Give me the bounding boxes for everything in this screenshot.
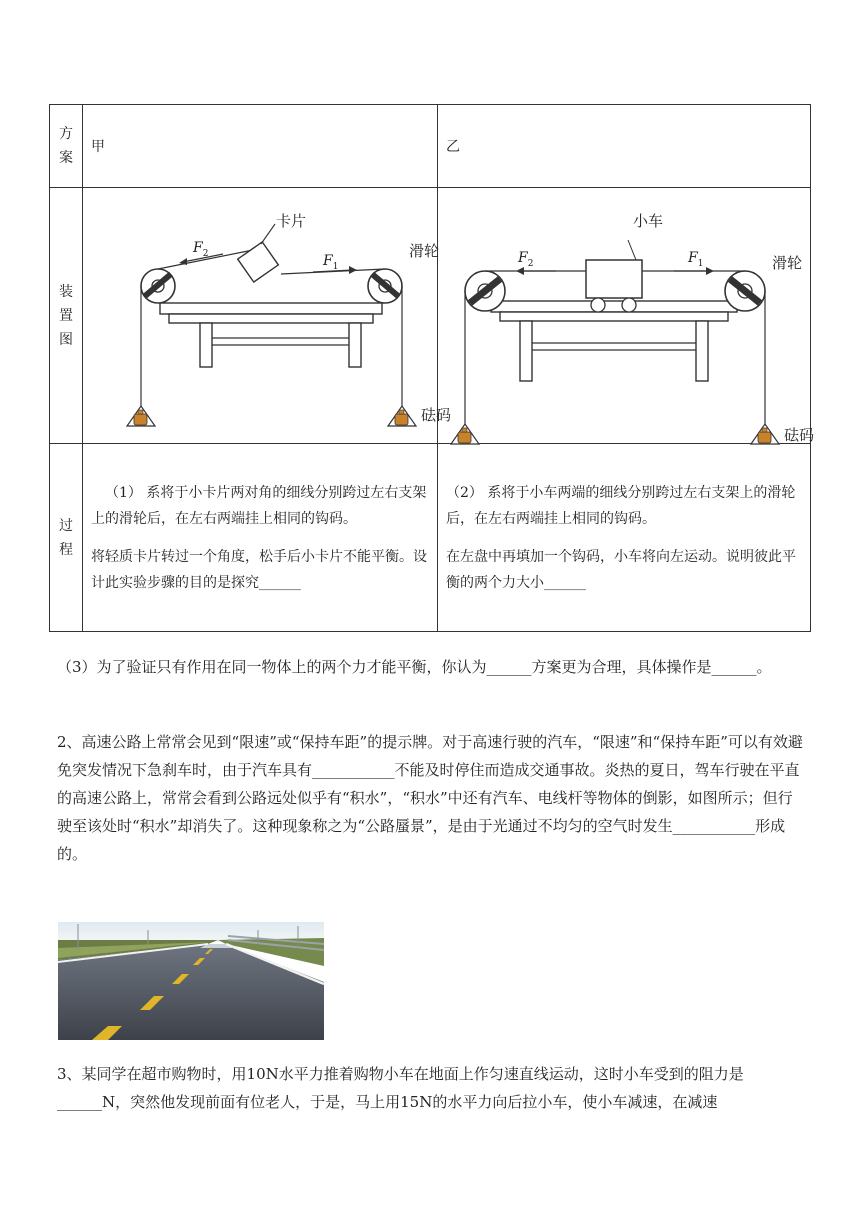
- fig-a-card-label: 卡片: [276, 212, 307, 230]
- question-3: 3、某同学在超市购物时，用10N水平力推着购物小车在地面上作匀速直线运动，这时小车受到的阻力是______N，突然他发现前面有位老人，于是，马上用15N的水平力向后拉小车，使小车减速，在减速: [57, 1065, 744, 1111]
- process-b-step2: 在左盘中再填加一个钩码，小车将向左运动。说明彼此平衡的两个力大小______: [446, 548, 796, 591]
- figure-a-diagram: [83, 188, 452, 443]
- row-label-process-text: 过程: [59, 517, 73, 558]
- fig-b-pulley-label: 滑轮: [772, 254, 803, 272]
- fig-a-f1-sub: 1: [332, 262, 339, 272]
- question-1-part-3: （3）为了验证只有作用在同一物体上的两个力才能平衡，你认为______方案更为合理，具体操作是______。: [57, 658, 772, 676]
- row-label-scheme: [50, 105, 83, 188]
- figure-a-cell: [83, 188, 452, 444]
- row-label-device-text: 装置图: [59, 283, 73, 348]
- svg-text:F2: [192, 240, 208, 259]
- highway-mirage-photo: [58, 922, 324, 1040]
- svg-text:F1: [322, 253, 338, 272]
- svg-text:F1: [687, 250, 703, 269]
- row-label-scheme-text: 方案: [59, 126, 73, 166]
- scheme-a-cell: [83, 105, 438, 188]
- figure-b-cell: [438, 188, 815, 444]
- question-2: 2、高速公路上常常会见到“限速”或“保持车距”的提示牌。对于高速行驶的汽车，“限速”和“保持车距”可以有效避免突发情况下急刹车时，由于汽车具有___________不能及时停住而造成交通事故。炎热的夏日，驾车行驶在平直的高速公路上，常常会看到公路远处似乎有“积水”，“积水”中还有汽车、电线杆等物体的倒影，如图所示；但行驶至该处时“积水”却消失了。这种现象称之为“公路蜃景”，是由于光通过不均匀的空气时发生___________形成的。: [57, 733, 803, 863]
- row-label-device: [50, 188, 83, 444]
- scheme-a-label: 甲: [91, 139, 105, 155]
- fig-a-pulley-label: 滑轮: [409, 242, 440, 260]
- figure-b-diagram: [438, 188, 815, 444]
- fig-a-f2-sub: 2: [202, 249, 209, 259]
- fig-a-f1-label: F: [323, 253, 333, 269]
- scheme-b-label: 乙: [446, 139, 460, 155]
- experiment-table: [49, 104, 815, 632]
- process-b-cell: [438, 444, 811, 632]
- svg-text:F2: [517, 250, 533, 269]
- process-a-cell: [83, 444, 438, 632]
- fig-b-f2-label: F: [518, 250, 528, 266]
- scheme-b-cell: [438, 105, 811, 188]
- fig-b-f1-label: F: [688, 250, 698, 266]
- fig-a-weight-label: 砝码: [421, 406, 452, 424]
- fig-b-f2-sub: 2: [527, 259, 534, 269]
- row-label-process: [50, 444, 83, 632]
- process-b-step1: （2） 系将于小车两端的细线分别跨过左右支架上的滑轮后，在左右两端挂上相同的钩码。: [446, 484, 796, 527]
- fig-a-f2-label: F: [193, 240, 203, 256]
- fig-b-f1-sub: 1: [697, 259, 704, 269]
- fig-b-weight-label: 砝码: [784, 426, 815, 444]
- fig-b-cart-label: 小车: [633, 212, 664, 230]
- process-a-step2: 将轻质卡片转过一个角度，松手后小卡片不能平衡。设计此实验步骤的目的是探究______: [91, 548, 427, 591]
- process-a-step1: （1） 系将于小卡片两对角的细线分别跨过左右支架上的滑轮后，在左右两端挂上相同的钩码。: [91, 484, 427, 527]
